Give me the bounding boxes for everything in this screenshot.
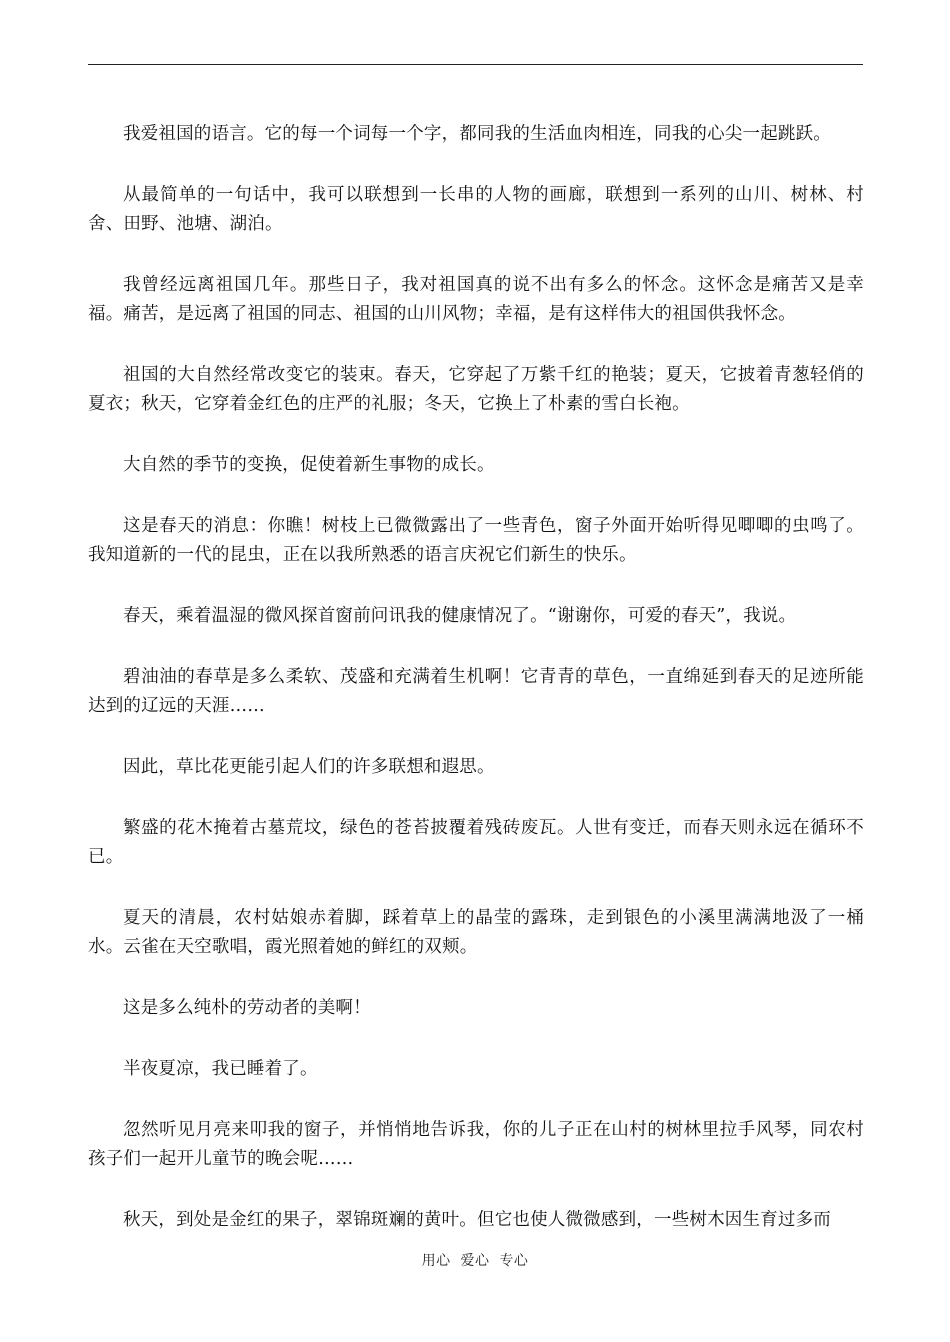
paragraph: 春天，乘着温湿的微风探首窗前问讯我的健康情况了。“谢谢你，可爱的春天”，我说。 bbox=[123, 606, 797, 626]
paragraph: 碧油油的春草是多么柔软、茂盛和充满着生机啊！它青青的草色，一直绵延到春天的足迹所能达到的辽远的天涯…… bbox=[88, 667, 864, 716]
paragraph: 半夜夏凉，我已睡着了。 bbox=[123, 1059, 318, 1079]
paragraph: 这是春天的消息：你瞧！树枝上已微微露出了一些青色，窗子外面开始听得见唧唧的虫鸣了。我知道新的一代的昆虫，正在以我所熟悉的语言庆祝它们新生的快乐。 bbox=[88, 516, 864, 565]
paragraph: 忽然听见月亮来叩我的窗子，并悄悄地告诉我，你的儿子正在山村的树林里拉手风琴，同农村孩子们一起开儿童节的晚会呢…… bbox=[88, 1120, 864, 1169]
paragraph: 秋天，到处是金红的果子，翠锦斑斓的黄叶。但它也使人微微感到，一些树木因生育过多而 bbox=[123, 1210, 831, 1230]
paragraph: 繁盛的花木掩着古墓荒坟，绿色的苍苔披覆着残砖废瓦。人世有变迁，而春天则永远在循环不已。 bbox=[88, 818, 864, 867]
paragraph: 我爱祖国的语言。它的每一个词每一个字，都同我的生活血肉相连，同我的心尖一起跳跃。 bbox=[123, 124, 831, 144]
paragraph: 祖国的大自然经常改变它的装束。春天，它穿起了万紫千红的艳装；夏天，它披着青葱轻俏的夏衣；秋天，它穿着金红色的庄严的礼服；冬天，它换上了朴素的雪白长袍。 bbox=[88, 365, 864, 414]
header-rule bbox=[88, 64, 863, 65]
document-body bbox=[88, 120, 864, 1267]
paragraph: 因此，草比花更能引起人们的许多联想和遐思。 bbox=[123, 757, 495, 777]
paragraph: 这是多么纯朴的劳动者的美啊！ bbox=[123, 998, 371, 1018]
page-footer: 用心 爱心 专心 bbox=[421, 1253, 529, 1269]
paragraph: 大自然的季节的变换，促使着新生事物的成长。 bbox=[123, 455, 495, 475]
paragraph: 从最简单的一句话中，我可以联想到一长串的人物的画廊，联想到一系列的山川、树林、村舍、田野、池塘、湖泊。 bbox=[88, 185, 864, 234]
paragraph: 我曾经远离祖国几年。那些日子，我对祖国真的说不出有多么的怀念。这怀念是痛苦又是幸福。痛苦，是远离了祖国的同志、祖国的山川风物；幸福，是有这样伟大的祖国供我怀念。 bbox=[88, 275, 864, 324]
paragraph: 夏天的清晨，农村姑娘赤着脚，踩着草上的晶莹的露珠，走到银色的小溪里满满地汲了一桶水。云雀在天空歌唱，霞光照着她的鲜红的双颊。 bbox=[88, 908, 864, 957]
